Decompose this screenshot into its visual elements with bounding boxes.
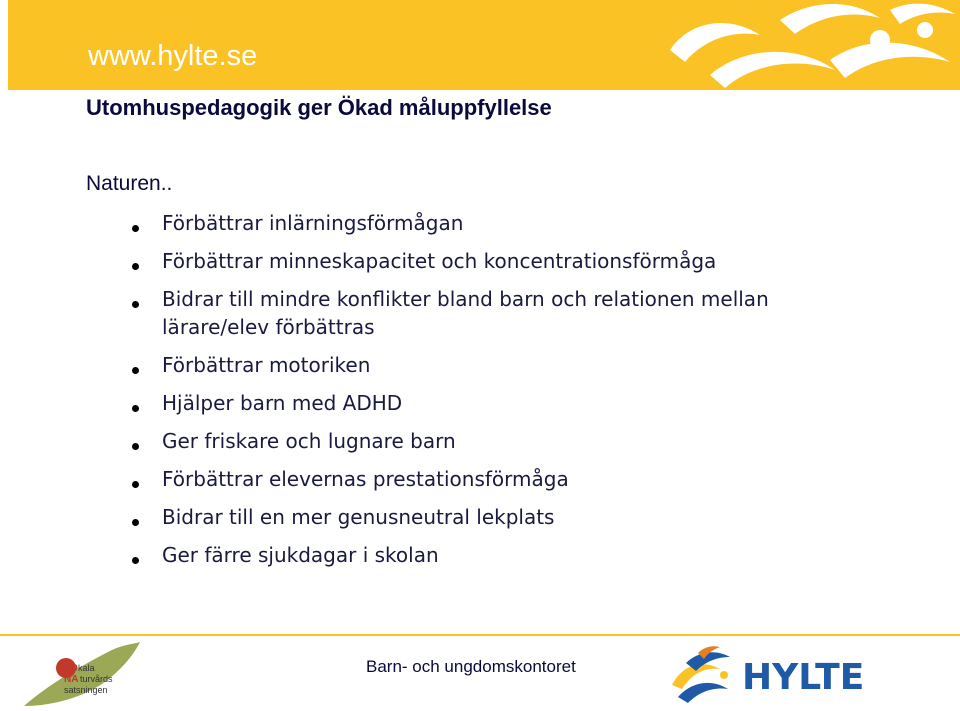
bullet-list	[128, 209, 848, 579]
bullet-dot-icon	[132, 367, 139, 374]
list-item	[128, 427, 848, 455]
lona-na: NA	[64, 674, 79, 685]
list-item	[128, 247, 848, 275]
list-item-text: Hjälper barn med ADHD	[162, 391, 403, 415]
bullet-dot-icon	[132, 443, 139, 450]
intro-text: Naturen..	[86, 172, 173, 195]
list-item-text: Bidrar till mindre konflikter bland barn och relationen mellan lärare/elev förbättras	[162, 287, 769, 339]
lona-lo: LO	[64, 663, 78, 674]
list-item	[128, 351, 848, 379]
lona-satsningen: satsningen	[64, 685, 108, 695]
bullet-dot-icon	[132, 301, 139, 308]
bullet-dot-icon	[132, 405, 139, 412]
bullet-dot-icon	[132, 225, 139, 232]
lona-turvards: turvårds	[80, 674, 113, 684]
hylte-swirl-icon	[672, 646, 730, 703]
list-item-text: Förbättrar minneskapacitet och koncentrationsförmåga	[162, 249, 717, 273]
hylte-logo-text: HYLTE	[742, 657, 865, 698]
hylte-logo[interactable]	[668, 645, 888, 705]
list-item-text: Ger färre sjukdagar i skolan	[162, 543, 439, 567]
list-item	[128, 503, 848, 531]
footer-divider	[0, 634, 960, 636]
lona-kala: kala	[78, 663, 95, 673]
list-item-text: Förbättrar inlärningsförmågan	[162, 211, 464, 235]
brand-swoosh-icon	[650, 0, 960, 90]
footer-department: Barn- och ungdomskontoret	[366, 657, 576, 676]
site-url[interactable]: www.hylte.se	[88, 40, 258, 72]
bullet-dot-icon	[132, 481, 139, 488]
list-item-text: Ger friskare och lugnare barn	[162, 429, 456, 453]
bullet-dot-icon	[132, 519, 139, 526]
bullet-dot-icon	[132, 557, 139, 564]
list-item-text: Bidrar till en mer genusneutral lekplats	[162, 505, 555, 529]
list-item	[128, 465, 848, 493]
list-item	[128, 541, 848, 569]
list-item	[128, 285, 848, 341]
list-item	[128, 389, 848, 417]
slide-title: Utomhuspedagogik ger Ökad måluppfyllelse	[86, 95, 552, 120]
lona-logo	[22, 640, 142, 708]
list-item	[128, 209, 848, 237]
list-item-text: Förbättrar motoriken	[162, 353, 371, 377]
bullet-dot-icon	[132, 263, 139, 270]
list-item-text: Förbättrar elevernas prestationsförmåga	[162, 467, 569, 491]
